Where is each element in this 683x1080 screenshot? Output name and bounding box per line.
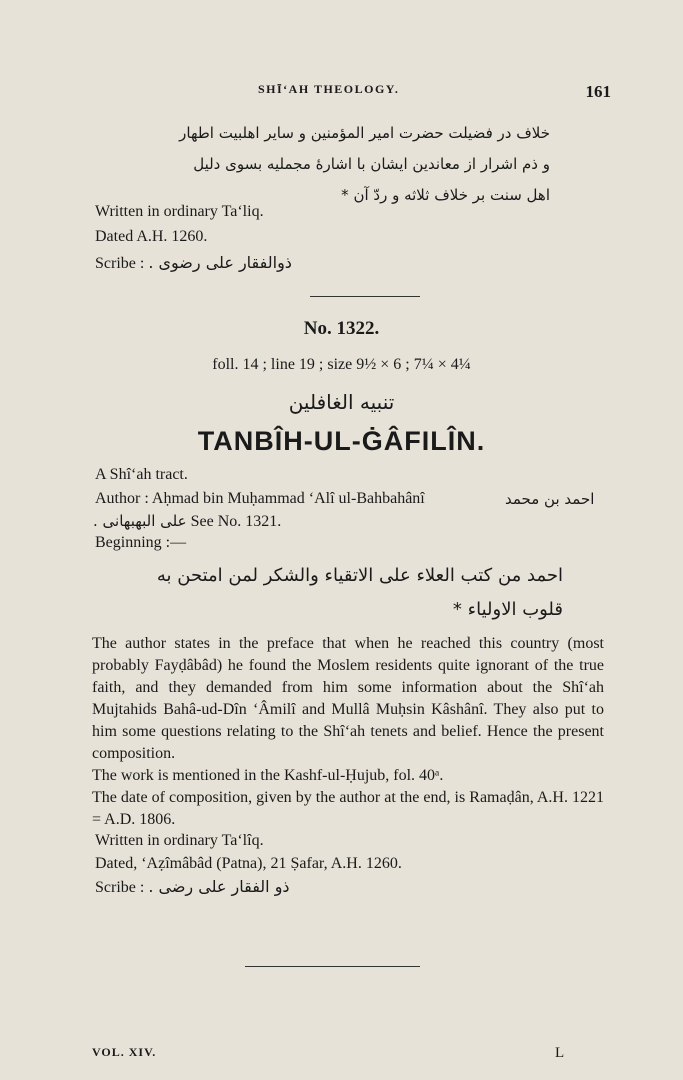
closing-divider: [245, 966, 420, 967]
persian-line-2: و ذم اشرار از معاندین ایشان با اشارهٔ مجملیه بسوی دلیل: [193, 155, 550, 173]
arabic-title: تنبیه الغافلین: [288, 390, 395, 414]
signature-mark: L: [555, 1045, 565, 1061]
kashf-reference: The work is mentioned in the Kashf-ul-Ḥujub, fol. 40ᵃ.: [92, 767, 444, 784]
beginning-arabic-2: قلوب الاولیاء *: [452, 599, 563, 620]
dated-line: Dated, ‘Aẓîmâbâd (Patna), 21 Ṣafar, A.H. 1260.: [95, 855, 402, 872]
author-line-2: [93, 512, 281, 531]
entry-number: No. 1322.: [303, 318, 380, 339]
author-arabic: احمد بن محمد: [505, 490, 595, 508]
running-head: SHĪ‘AH THEOLOGY.: [258, 82, 400, 96]
written-line: Written in ordinary Ta‘lîq.: [95, 832, 264, 849]
beginning-label: Beginning :—: [95, 534, 187, 551]
work-title: TANBÎH-UL-ĠÂFILÎN.: [197, 426, 486, 456]
description-paragraph: The author states in the preface that when he reached this country (most probably Fayḍâbâd) he found the Moslem residents quite ignorant of the true faith, and they demanded from him some information about the Shî‘ah Mujtahids Bahâ-ud-Dîn ‘Âmilî and Mullâ Muḥsin Kâshânî. They also put to him some questions relating to the Shî‘ah tenets and belief. Hence the present composition.: [92, 635, 604, 762]
physical-description: foll. 14 ; line 19 ; size 9½ × 6 ; 7¼ × 4¼: [212, 356, 471, 373]
scribe-label: Scribe :: [95, 879, 145, 896]
see-reference: See No. 1321.: [190, 513, 282, 530]
scribe-arabic: ذو الفقار علی رضی .: [148, 877, 290, 896]
scribe-line: [95, 877, 290, 897]
prev-written: Written in ordinary Ta‘liq.: [95, 203, 264, 220]
prev-scribe-label: Scribe :: [95, 255, 145, 272]
author-line: [95, 490, 425, 508]
author-label: Author :: [95, 490, 149, 507]
author-arabic-2: علی البهبهانی .: [93, 512, 187, 530]
author-name: Aḥmad bin Muḥammad ‘Alî ul-Bahbahânî: [151, 490, 425, 507]
persian-continuation: [150, 118, 550, 211]
persian-line-3: اهل سنت بر خلاف ثلاثه و ردّ آن *: [341, 186, 550, 204]
prev-scribe: [95, 253, 292, 273]
persian-line-1: خلاف در فضیلت حضرت امیر المؤمنین و سایر اهلبیت اطهار: [179, 124, 550, 142]
beginning-arabic-1: احمد من کتب العلاء علی الاتقیاء والشکر لمن امتحن به: [156, 565, 563, 586]
volume-label: VOL. XIV.: [92, 1045, 157, 1059]
composition-date: The date of composition, given by the author at the end, is Ramaḍân, A.H. 1221 = A.D. 1806.: [92, 789, 604, 828]
prev-scribe-arabic: ذوالفقار علی رضوی .: [148, 253, 292, 272]
section-divider: [310, 296, 420, 297]
tract-description: A Shî‘ah tract.: [95, 466, 188, 483]
prev-dated: Dated A.H. 1260.: [95, 228, 208, 245]
page-number: 161: [585, 82, 611, 101]
